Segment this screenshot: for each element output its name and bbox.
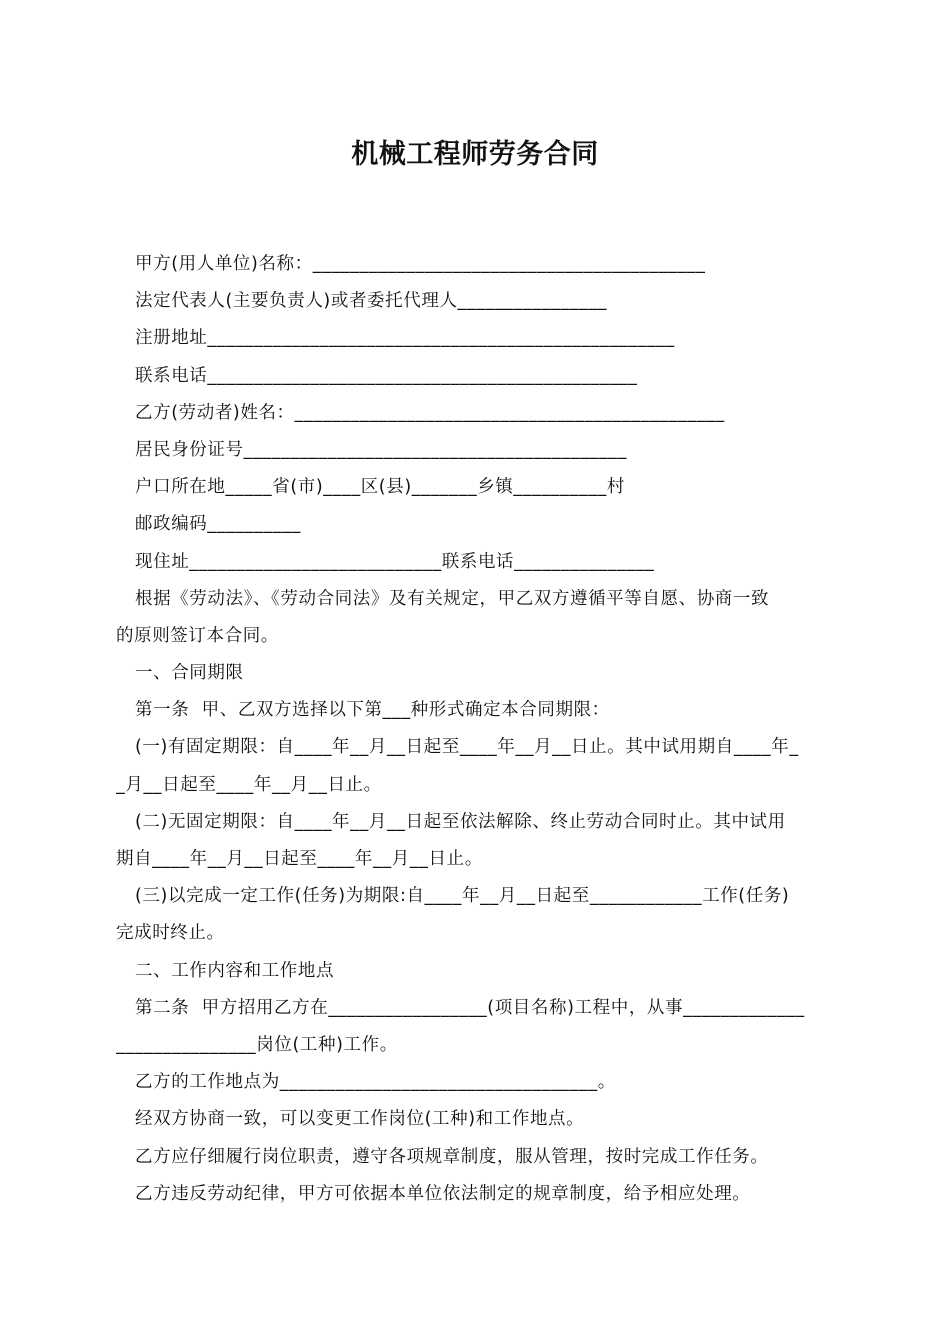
preamble-line-2: 的原则签订本合同。 xyxy=(116,625,279,646)
open-term-line-1: (二)无固定期限：自____年__月__日起至依法解除、终止劳动合同时止。其中试用 xyxy=(135,811,786,832)
legal-representative-line: 法定代表人(主要负责人)或者委托代理人________________ xyxy=(135,291,608,312)
task-term-line-1: (三)以完成一定工作(任务)为期限:自____年__月__日起至____________工作(任务) xyxy=(135,886,790,907)
article-2-line-1: 第二条 甲方招用乙方在_________________(项目名称)工程中，从事_____________ xyxy=(135,997,805,1018)
registered-address-line: 注册地址__________________________________________________ xyxy=(135,328,675,349)
article-2-line-2: _______________岗位(工种)工作。 xyxy=(116,1034,398,1055)
article-1: 第一条 甲、乙双方选择以下第___种形式确定本合同期限： xyxy=(135,700,610,721)
document-body xyxy=(116,246,836,1213)
work-location-line: 乙方的工作地点为__________________________________。 xyxy=(135,1072,616,1093)
fixed-term-line-2: _月__日起至____年__月__日止。 xyxy=(116,774,382,795)
current-address-line: 现住址___________________________联系电话_______________ xyxy=(135,551,655,572)
preamble-line-1: 根据《劳动法》、《劳动合同法》及有关规定，甲乙双方遵循平等自愿、协商一致 xyxy=(135,588,770,609)
task-term-line-2: 完成时终止。 xyxy=(116,923,225,944)
open-term-line-2: 期自____年__月__日起至____年__月__日止。 xyxy=(116,849,483,869)
id-number-line: 居民身份证号_________________________________________ xyxy=(135,439,627,460)
change-position-line: 经双方协商一致，可以变更工作岗位(工种)和工作地点。 xyxy=(135,1109,585,1130)
duties-line: 乙方应仔细履行岗位职责，遵守各项规章制度，服从管理，按时完成工作任务。 xyxy=(135,1146,769,1167)
document-title: 机械工程师劳务合同 xyxy=(351,139,599,170)
postal-code-line: 邮政编码__________ xyxy=(135,514,301,535)
discipline-line: 乙方违反劳动纪律，甲方可依据本单位依法制定的规章制度，给予相应处理。 xyxy=(135,1183,751,1204)
section-heading-term: 一、合同期限 xyxy=(135,663,244,684)
household-registration-line: 户口所在地_____省(市)____区(县)_______乡镇__________村 xyxy=(135,477,626,498)
party-b-name-line: 乙方(劳动者)姓名：______________________________________________ xyxy=(135,402,725,423)
section-heading-work: 二、工作内容和工作地点 xyxy=(135,960,335,981)
party-a-name-line: 甲方(用人单位)名称：__________________________________________ xyxy=(135,254,706,274)
fixed-term-line-1: (一)有固定期限：自____年__月__日起至____年__月__日止。其中试用期自____年_ xyxy=(135,737,799,758)
party-a-phone-line: 联系电话______________________________________________ xyxy=(135,365,638,386)
